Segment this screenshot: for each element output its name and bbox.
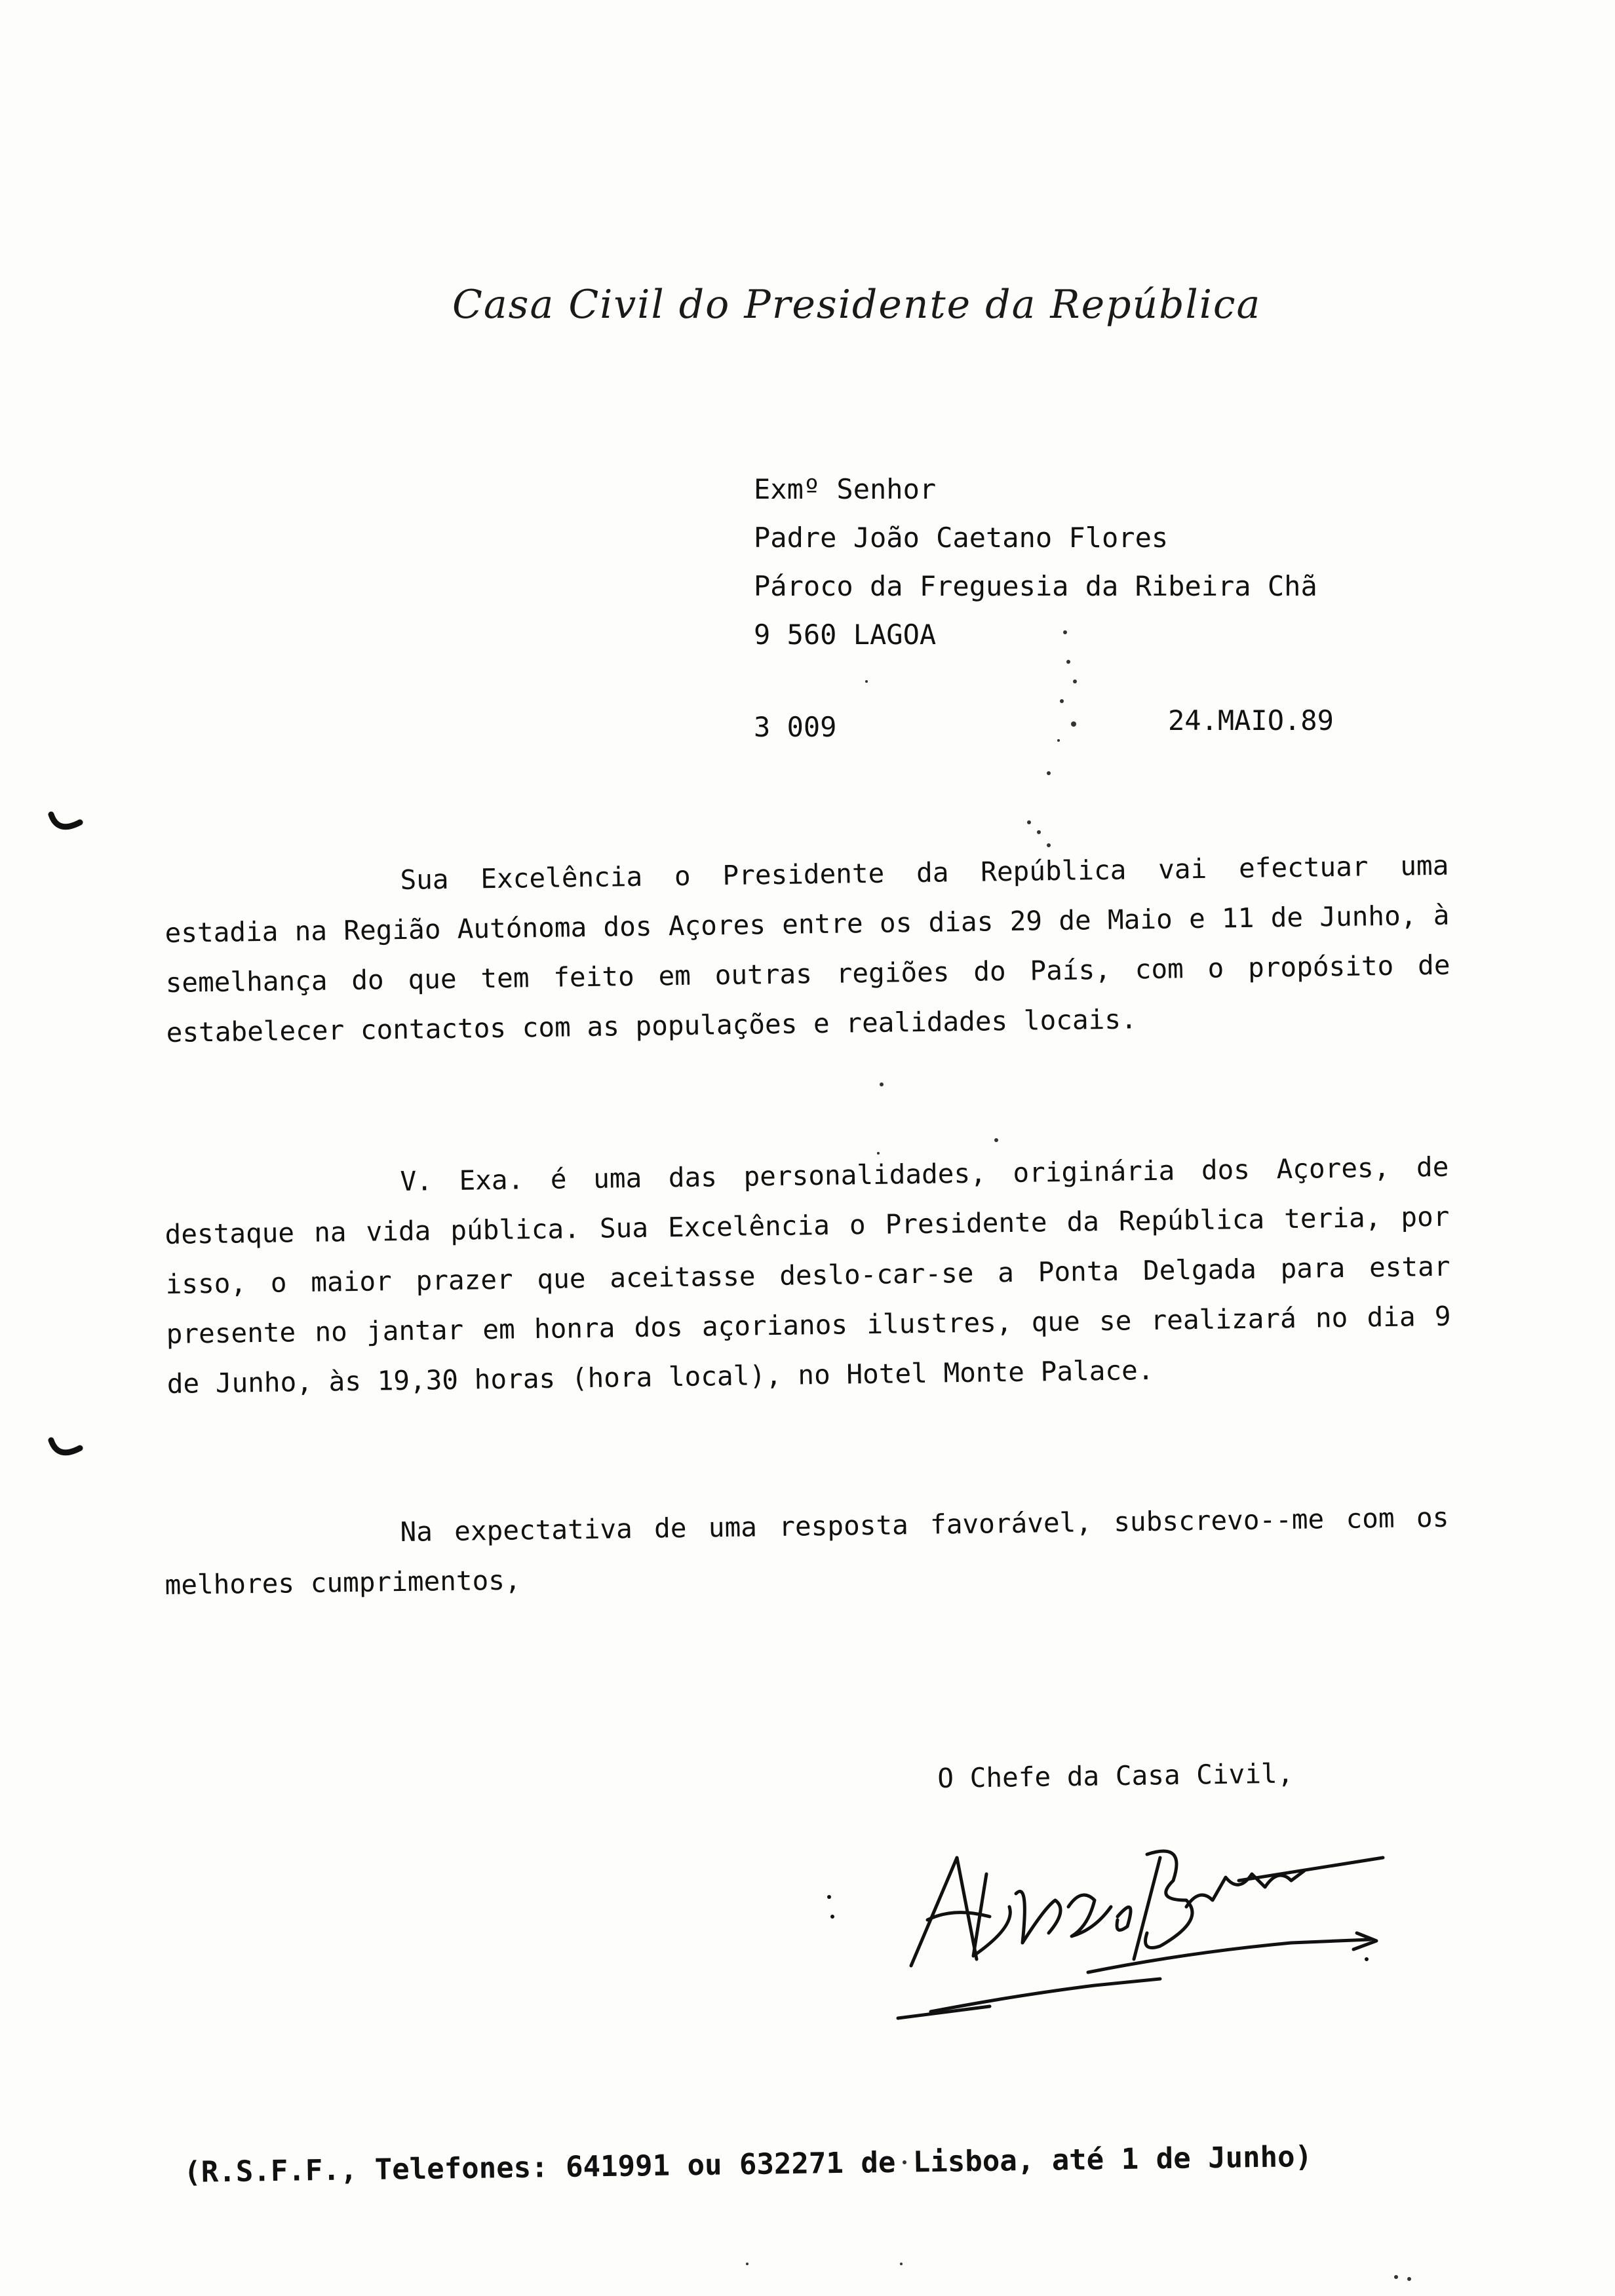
recipient-salutation: Exmº Senhor xyxy=(754,473,937,505)
footer-note: (R.S.F.F., Telefones: 641991 ou 632271 de Lisboa, até 1 de Junho) xyxy=(184,2139,1313,2189)
body-paragraph: Sua Excelência o Presidente da República vai efectuar uma estadia na Região Autónoma dos Açores entre os dias 29 de Maio e 11 de Junho, à semelhança do que tem feito em outras regiões do País, com o propósito de estabelecer contactos com as populações e realidades locais. xyxy=(165,849,1450,1048)
letterhead-title: Casa Civil do Presidente da República xyxy=(452,282,1262,328)
recipient-address xyxy=(754,465,1317,659)
body-paragraph: V. Exa. é uma das personalidades, originária dos Açores, de destaque na vida pública. Sua Excelência o Presidente da República teria, por isso, o maior prazer que aceitasse deslo-car-se a Ponta Delgada para estar presente no jantar em honra dos açorianos ilustres, que se realizará no dia 9 de Junho, às 19,30 horas (hora local), no Hotel Monte Palace. xyxy=(165,1151,1451,1400)
recipient-postal: 9 560 LAGOA xyxy=(754,619,937,651)
recipient-title: Pároco da Freguesia da Ribeira Chã xyxy=(754,570,1317,602)
body-paragraph: Na expectativa de uma resposta favorável, subscrevo--me com os melhores cumprimentos, xyxy=(165,1501,1449,1601)
closing-title: O Chefe da Casa Civil, xyxy=(937,1757,1294,1794)
recipient-name: Padre João Caetano Flores xyxy=(754,522,1169,554)
letter-date: 24.MAIO.89 xyxy=(1168,704,1334,737)
reference-number: 3 009 xyxy=(754,711,837,743)
handwritten-signature xyxy=(819,1795,1409,2031)
